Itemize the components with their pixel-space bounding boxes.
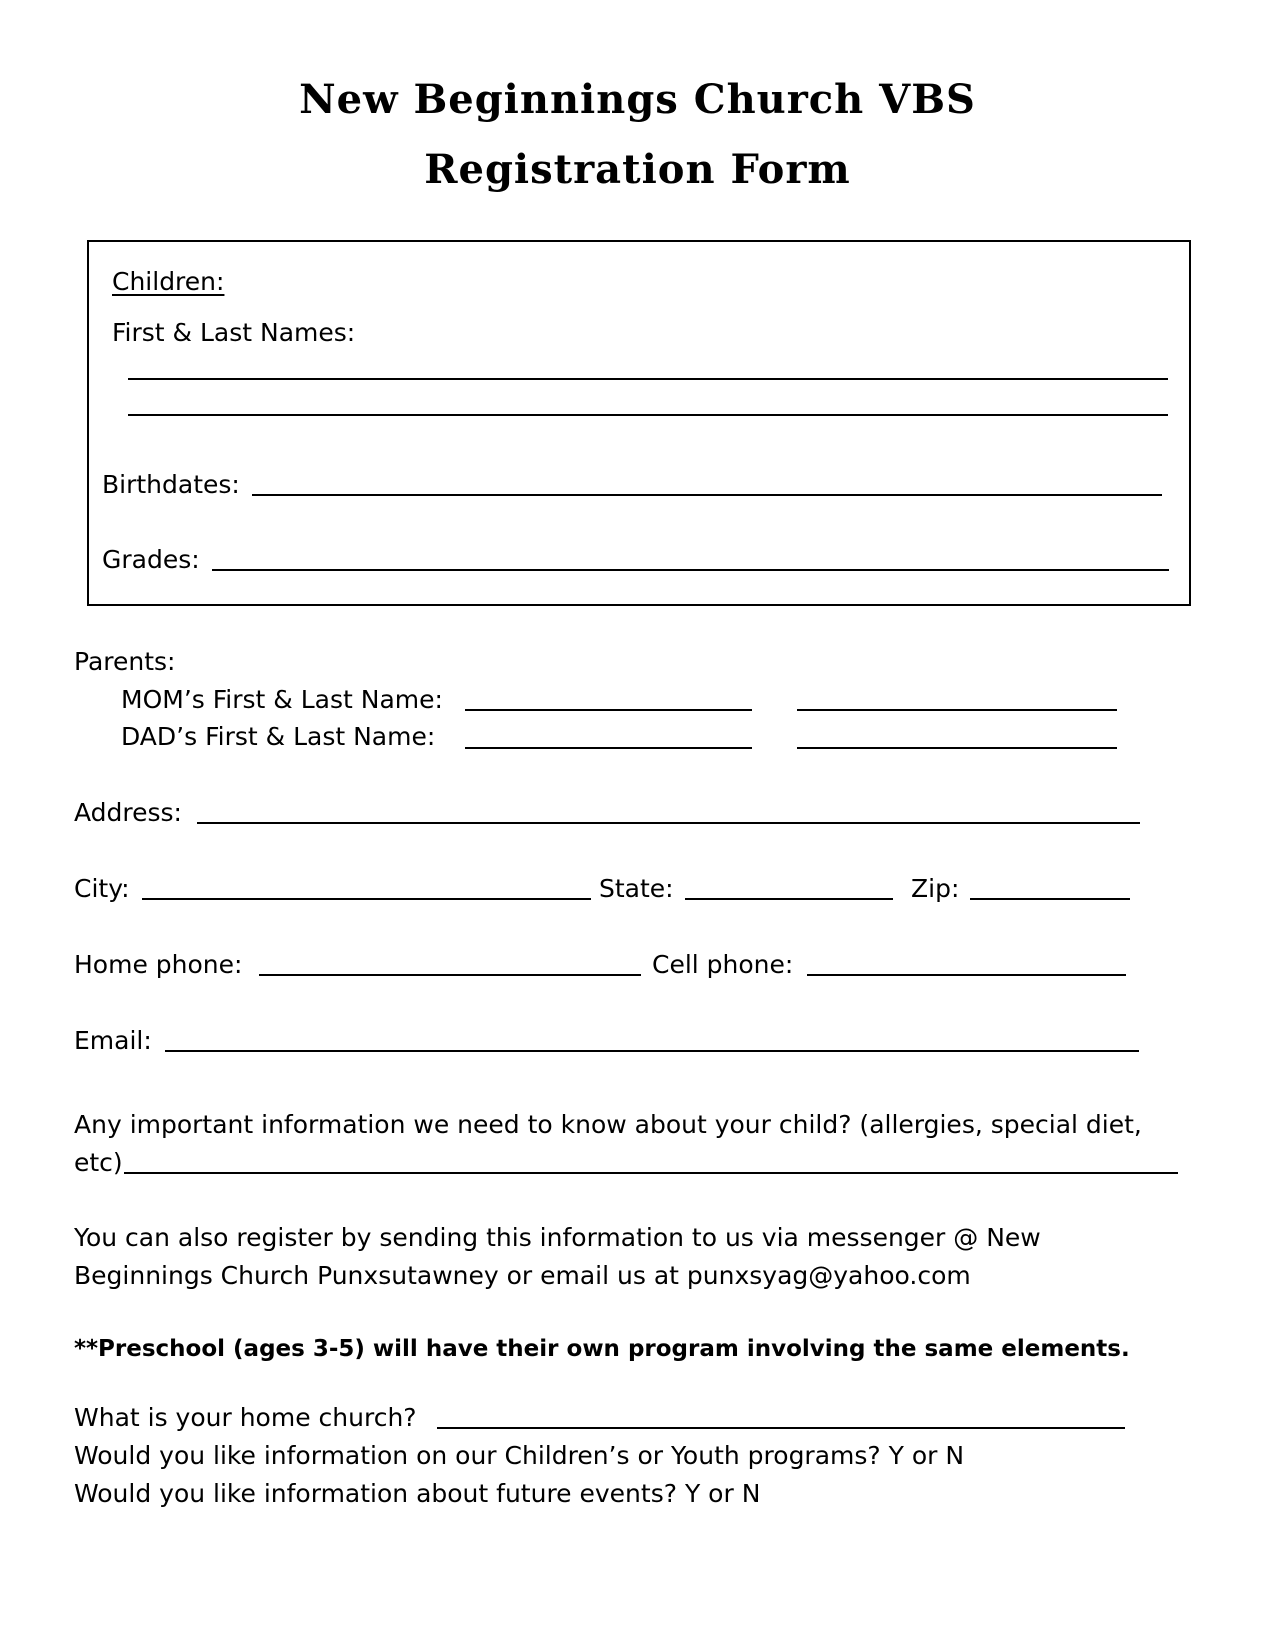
form-title: New Beginnings Church VBS <box>299 76 976 123</box>
dad-first-name-line[interactable] <box>465 747 752 749</box>
zip-label: Zip: <box>911 874 960 903</box>
email-line[interactable] <box>165 1050 1139 1052</box>
zip-line[interactable] <box>970 898 1130 900</box>
grades-line[interactable] <box>212 569 1169 571</box>
children-names-label: First & Last Names: <box>112 318 356 347</box>
birthdates-line[interactable] <box>252 494 1162 496</box>
form-subtitle: Registration Form <box>424 146 851 193</box>
city-label: City: <box>74 874 130 903</box>
children-section <box>87 240 1191 606</box>
children-heading: Children: <box>112 267 225 296</box>
mom-name-label: MOM’s First & Last Name: <box>121 685 443 714</box>
birthdates-label: Birthdates: <box>102 470 240 499</box>
state-line[interactable] <box>685 898 893 900</box>
events-question: Would you like information about future events? Y or N <box>74 1479 761 1508</box>
info-question-line2: etc) <box>74 1148 123 1177</box>
mom-last-name-line[interactable] <box>797 709 1117 711</box>
preschool-note: **Preschool (ages 3-5) will have their own program involving the same elements. <box>74 1336 1130 1362</box>
programs-question: Would you like information on our Children’s or Youth programs? Y or N <box>74 1441 965 1470</box>
state-label: State: <box>599 874 674 903</box>
child-name-line-1[interactable] <box>128 378 1168 380</box>
dad-name-label: DAD’s First & Last Name: <box>121 722 436 751</box>
cell-phone-label: Cell phone: <box>652 950 794 979</box>
parents-heading: Parents: <box>74 647 176 676</box>
home-phone-line[interactable] <box>259 974 641 976</box>
info-answer-line[interactable] <box>124 1172 1178 1174</box>
home-phone-label: Home phone: <box>74 950 243 979</box>
email-label: Email: <box>74 1026 152 1055</box>
register-note-line1: You can also register by sending this information to us via messenger @ New <box>74 1223 1041 1252</box>
grades-label: Grades: <box>102 545 200 574</box>
register-note-line2: Beginnings Church Punxsutawney or email us at punxsyag@yahoo.com <box>74 1261 971 1290</box>
dad-last-name-line[interactable] <box>797 747 1117 749</box>
cell-phone-line[interactable] <box>807 974 1126 976</box>
address-line[interactable] <box>197 822 1140 824</box>
address-label: Address: <box>74 798 182 827</box>
city-line[interactable] <box>142 898 591 900</box>
home-church-label: What is your home church? <box>74 1403 417 1432</box>
info-question-line1: Any important information we need to know about your child? (allergies, special diet, <box>74 1110 1142 1139</box>
mom-first-name-line[interactable] <box>465 709 752 711</box>
child-name-line-2[interactable] <box>128 414 1168 416</box>
home-church-line[interactable] <box>437 1427 1125 1429</box>
